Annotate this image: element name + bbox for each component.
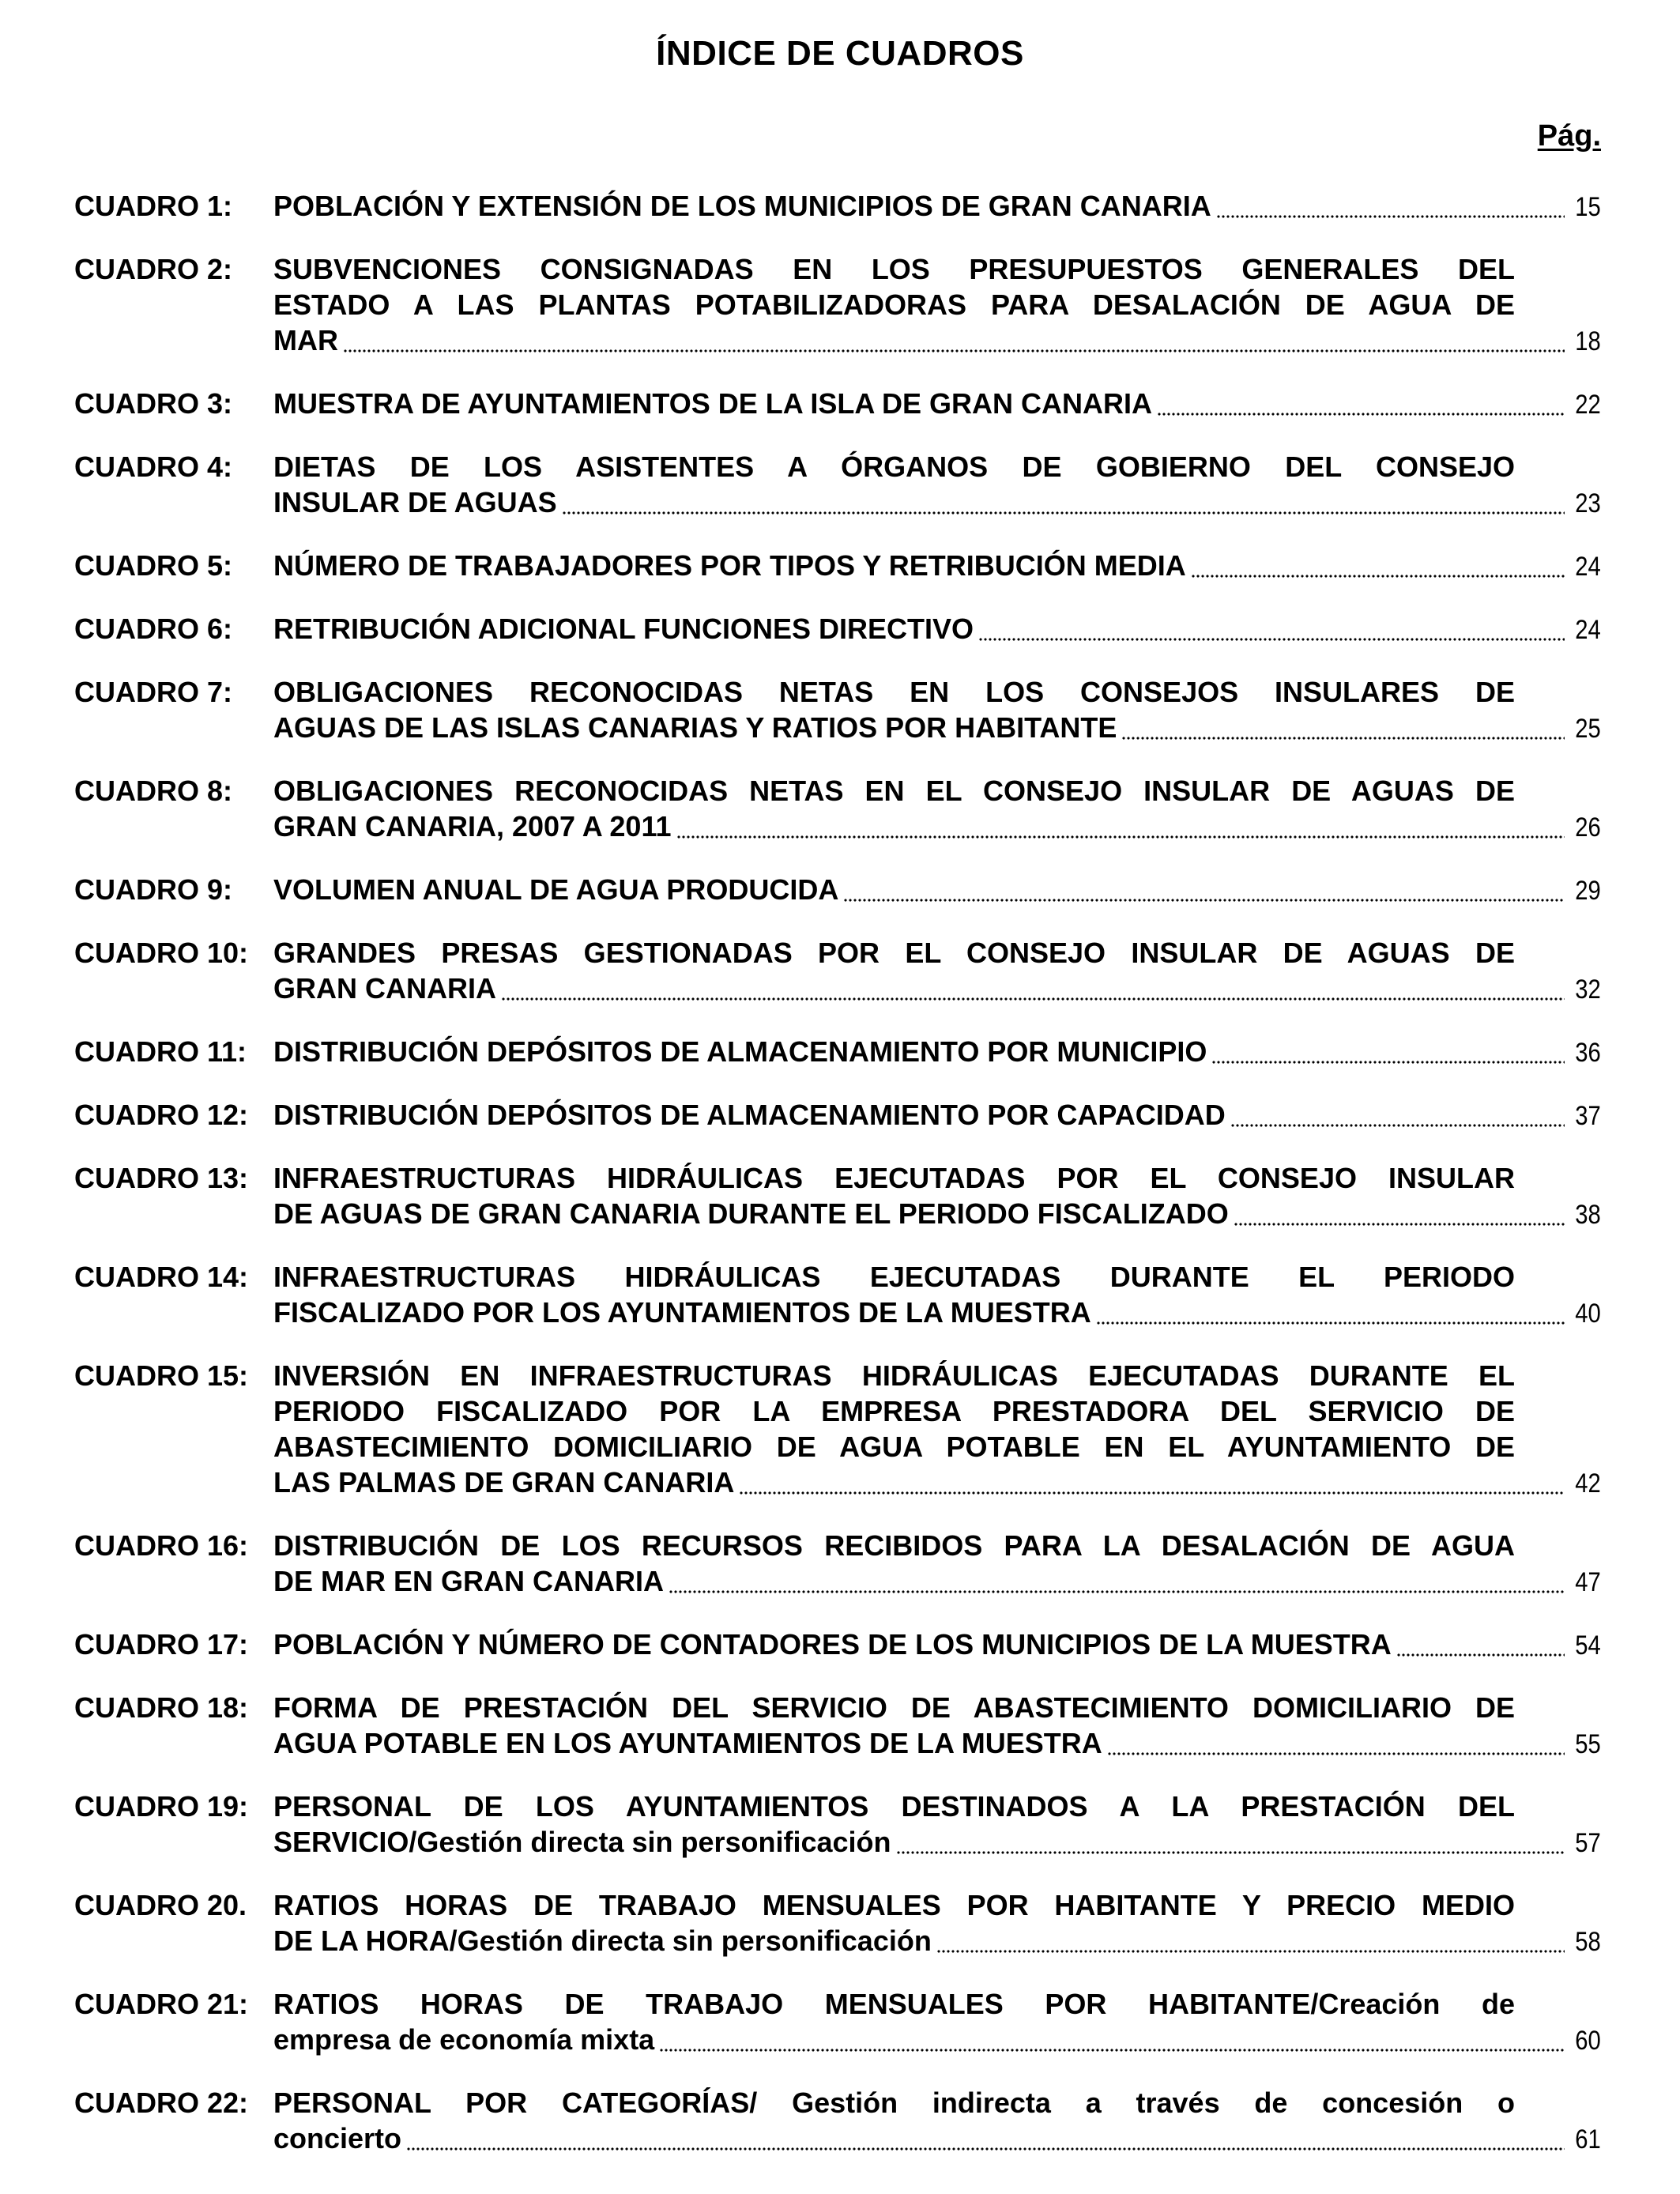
dot-leader xyxy=(562,511,1565,517)
toc-entry-body xyxy=(273,2085,1601,2158)
toc-entry-title-tail: empresa de economía mixta xyxy=(273,2023,655,2056)
dot-leader xyxy=(1157,412,1565,418)
page-number: 24 xyxy=(1575,615,1601,645)
toc-entry-body xyxy=(273,1627,1601,1664)
toc-entry[interactable] xyxy=(74,674,1601,747)
dot-leader xyxy=(1234,1222,1565,1228)
dot-leader xyxy=(1230,1123,1565,1129)
page-number: 58 xyxy=(1575,1927,1601,1957)
toc-entry[interactable] xyxy=(74,2085,1601,2158)
toc-entry-last-line xyxy=(273,971,1601,1008)
toc-entry-title-tail: DE AGUAS DE GRAN CANARIA DURANTE EL PERIODO FISCALIZADO xyxy=(273,1197,1229,1230)
toc-entry[interactable] xyxy=(74,872,1601,909)
dot-leader xyxy=(501,997,1565,1003)
dot-leader xyxy=(896,1850,1565,1857)
toc-entry-last-line xyxy=(273,548,1601,585)
page-title: ÍNDICE DE CUADROS xyxy=(656,34,1024,73)
toc-entry-label: CUADRO 19: xyxy=(74,1790,249,1823)
toc-entry-title-tail: FISCALIZADO POR LOS AYUNTAMIENTOS DE LA MUESTRA xyxy=(273,1296,1091,1329)
toc-entry-label: CUADRO 12: xyxy=(74,1099,249,1131)
toc-entry[interactable] xyxy=(74,935,1601,1008)
toc-entry-body xyxy=(273,188,1601,225)
toc-entry[interactable] xyxy=(74,773,1601,846)
toc-entry-label: CUADRO 3: xyxy=(74,387,233,420)
page-number: 18 xyxy=(1575,326,1601,356)
toc-entry[interactable] xyxy=(74,1789,1601,1861)
toc-entry-last-line xyxy=(273,484,1601,522)
toc-entry[interactable] xyxy=(74,449,1601,522)
toc-entry-label: CUADRO 13: xyxy=(74,1162,249,1194)
toc-entry-title-tail: MUESTRA DE AYUNTAMIENTOS DE LA ISLA DE GRAN CANARIA xyxy=(273,387,1153,420)
dot-leader xyxy=(978,637,1565,643)
toc-entry-title-line: INFRAESTRUCTURAS HIDRÁULICAS EJECUTADAS POR EL CONSEJO INSULAR xyxy=(273,1162,1515,1194)
toc-entry-title-tail: concierto xyxy=(273,2122,402,2154)
page-column-header: Pág. xyxy=(1537,119,1601,153)
toc-entry-title-line: PERSONAL POR CATEGORÍAS/ Gestión indirecta a través de concesión o xyxy=(273,2087,1515,2119)
page-number: 32 xyxy=(1575,974,1601,1005)
toc-entry-label: CUADRO 8: xyxy=(74,775,233,807)
page-number: 55 xyxy=(1575,1729,1601,1759)
toc-entry-body xyxy=(273,1528,1601,1600)
toc-entry-title-tail: POBLACIÓN Y EXTENSIÓN DE LOS MUNICIPIOS DE GRAN CANARIA xyxy=(273,190,1211,222)
page-number: 57 xyxy=(1575,1828,1601,1858)
toc-entry[interactable] xyxy=(74,1358,1601,1502)
dot-leader xyxy=(936,1949,1565,1955)
toc-entry-body xyxy=(273,935,1601,1008)
toc-entry-label: CUADRO 2: xyxy=(74,253,233,285)
dot-leader xyxy=(659,2048,1565,2054)
toc-entry-last-line xyxy=(273,809,1601,846)
toc-entry-title-line: RATIOS HORAS DE TRABAJO MENSUALES POR HABITANTE/Creación de xyxy=(273,1988,1515,2020)
toc-entry-label: CUADRO 17: xyxy=(74,1628,249,1661)
toc-entry-title-line: GRANDES PRESAS GESTIONADAS POR EL CONSEJO INSULAR DE AGUAS DE xyxy=(273,937,1515,969)
toc-entry-body xyxy=(273,611,1601,648)
toc-entry-title-line: PERIODO FISCALIZADO POR LA EMPRESA PRESTADORA DEL SERVICIO DE xyxy=(273,1395,1515,1427)
toc-entry-title-tail: DE LA HORA/Gestión directa sin personificación xyxy=(273,1924,932,1957)
toc-entry-title-tail: AGUA POTABLE EN LOS AYUNTAMIENTOS DE LA MUESTRA xyxy=(273,1727,1102,1759)
toc-entry[interactable] xyxy=(74,188,1601,225)
page-number: 37 xyxy=(1575,1101,1601,1131)
page-number: 40 xyxy=(1575,1299,1601,1329)
dot-leader xyxy=(1096,1321,1565,1327)
toc-entry-body xyxy=(273,872,1601,909)
toc-entry[interactable] xyxy=(74,1887,1601,1960)
toc-entry-last-line xyxy=(273,1725,1601,1762)
toc-entry-last-line xyxy=(273,1824,1601,1861)
toc-entry-body xyxy=(273,251,1601,360)
toc-entry-last-line xyxy=(273,1097,1601,1134)
dot-leader xyxy=(343,349,1565,355)
toc-entry-last-line xyxy=(273,2022,1601,2059)
toc-entry-label: CUADRO 22: xyxy=(74,2087,249,2119)
toc-entry-title-tail: GRAN CANARIA, 2007 A 2011 xyxy=(273,810,672,843)
toc-entry-last-line xyxy=(273,2120,1601,2158)
toc-entry-title-line: ESTADO A LAS PLANTAS POTABILIZADORAS PARA DESALACIÓN DE AGUA DE xyxy=(273,288,1515,321)
toc-entry-title-line: FORMA DE PRESTACIÓN DEL SERVICIO DE ABASTECIMIENTO DOMICILIARIO DE xyxy=(273,1691,1515,1724)
toc-entry-title-tail: AGUAS DE LAS ISLAS CANARIAS Y RATIOS POR HABITANTE xyxy=(273,711,1117,744)
toc-entry[interactable] xyxy=(74,251,1601,360)
toc-entry-last-line xyxy=(273,1627,1601,1664)
page-number: 47 xyxy=(1575,1567,1601,1597)
toc-entry-title-line: INFRAESTRUCTURAS HIDRÁULICAS EJECUTADAS DURANTE EL PERIODO xyxy=(273,1261,1515,1293)
toc-entry-label: CUADRO 10: xyxy=(74,937,249,969)
toc-entry-body xyxy=(273,1986,1601,2059)
toc-entry-title-tail: RETRIBUCIÓN ADICIONAL FUNCIONES DIRECTIVO xyxy=(273,613,974,645)
toc-entry-title-line: DISTRIBUCIÓN DE LOS RECURSOS RECIBIDOS PARA LA DESALACIÓN DE AGUA xyxy=(273,1529,1515,1562)
page-number: 42 xyxy=(1575,1468,1601,1498)
table-of-contents xyxy=(74,188,1601,2184)
toc-entry-body xyxy=(273,1097,1601,1134)
dot-leader xyxy=(843,898,1565,904)
toc-entry-label: CUADRO 20. xyxy=(74,1889,247,1921)
page-number: 60 xyxy=(1575,2026,1601,2056)
dot-leader xyxy=(1211,1060,1565,1066)
dot-leader xyxy=(739,1491,1565,1497)
toc-entry-last-line xyxy=(273,1034,1601,1071)
dot-leader xyxy=(669,1589,1565,1596)
toc-entry-title-line: SUBVENCIONES CONSIGNADAS EN LOS PRESUPUESTOS GENERALES DEL xyxy=(273,253,1515,285)
page-number: 38 xyxy=(1575,1200,1601,1230)
toc-entry-label: CUADRO 5: xyxy=(74,549,233,582)
toc-entry-body xyxy=(273,773,1601,846)
toc-entry-label: CUADRO 7: xyxy=(74,676,233,708)
toc-entry-body xyxy=(273,1690,1601,1762)
toc-entry-title-line: OBLIGACIONES RECONOCIDAS NETAS EN LOS CONSEJOS INSULARES DE xyxy=(273,676,1515,708)
toc-entry-last-line xyxy=(273,322,1601,360)
toc-entry-last-line xyxy=(273,872,1601,909)
dot-leader xyxy=(406,2147,1565,2153)
toc-entry-last-line xyxy=(273,386,1601,423)
toc-entry-label: CUADRO 18: xyxy=(74,1691,249,1724)
toc-entry-body xyxy=(273,1034,1601,1071)
toc-entry-title-tail: GRAN CANARIA xyxy=(273,972,496,1005)
toc-entry-label: CUADRO 21: xyxy=(74,1988,249,2020)
toc-entry-title-tail: MAR xyxy=(273,324,338,356)
toc-entry[interactable] xyxy=(74,1986,1601,2059)
toc-entry-last-line xyxy=(273,1295,1601,1332)
toc-entry-body xyxy=(273,1887,1601,1960)
toc-entry-last-line xyxy=(273,710,1601,747)
toc-entry-title-line: OBLIGACIONES RECONOCIDAS NETAS EN EL CONSEJO INSULAR DE AGUAS DE xyxy=(273,775,1515,807)
toc-entry-title-line: RATIOS HORAS DE TRABAJO MENSUALES POR HABITANTE Y PRECIO MEDIO xyxy=(273,1889,1515,1921)
toc-entry-title-tail: DISTRIBUCIÓN DEPÓSITOS DE ALMACENAMIENTO POR MUNICIPIO xyxy=(273,1035,1207,1068)
toc-entry-title-tail: DISTRIBUCIÓN DEPÓSITOS DE ALMACENAMIENTO POR CAPACIDAD xyxy=(273,1099,1226,1131)
dot-leader xyxy=(1396,1653,1565,1659)
toc-entry-title-tail: DE MAR EN GRAN CANARIA xyxy=(273,1565,664,1597)
dot-leader xyxy=(1107,1751,1565,1758)
page-number: 24 xyxy=(1575,552,1601,582)
toc-entry-body xyxy=(273,386,1601,423)
toc-entry-last-line xyxy=(273,611,1601,648)
page-number: 23 xyxy=(1575,488,1601,518)
toc-entry-last-line xyxy=(273,188,1601,225)
toc-entry-title-line: DIETAS DE LOS ASISTENTES A ÓRGANOS DE GOBIERNO DEL CONSEJO xyxy=(273,450,1515,483)
toc-entry-title-tail: NÚMERO DE TRABAJADORES POR TIPOS Y RETRIBUCIÓN MEDIA xyxy=(273,549,1186,582)
page-number: 22 xyxy=(1575,390,1601,420)
toc-entry-body xyxy=(273,674,1601,747)
toc-entry-label: CUADRO 6: xyxy=(74,613,233,645)
page-number: 29 xyxy=(1575,876,1601,906)
toc-entry-title-tail: INSULAR DE AGUAS xyxy=(273,486,557,518)
toc-entry-title-tail: LAS PALMAS DE GRAN CANARIA xyxy=(273,1466,735,1498)
dot-leader xyxy=(1191,574,1565,580)
page-number: 61 xyxy=(1575,2124,1601,2154)
toc-entry-body xyxy=(273,548,1601,585)
toc-entry[interactable] xyxy=(74,1528,1601,1600)
dot-leader xyxy=(1121,736,1565,742)
toc-entry[interactable] xyxy=(74,1034,1601,1071)
toc-entry-title-tail: SERVICIO/Gestión directa sin personificación xyxy=(273,1826,891,1858)
toc-entry-body xyxy=(273,1789,1601,1861)
toc-entry-body xyxy=(273,1358,1601,1502)
toc-entry-title-line: INVERSIÓN EN INFRAESTRUCTURAS HIDRÁULICAS EJECUTADAS DURANTE EL xyxy=(273,1359,1515,1392)
toc-entry[interactable] xyxy=(74,548,1601,585)
toc-entry-label: CUADRO 11: xyxy=(74,1035,247,1068)
dot-leader xyxy=(1216,214,1565,221)
toc-entry-body xyxy=(273,1160,1601,1233)
toc-entry[interactable] xyxy=(74,1627,1601,1664)
page-number: 54 xyxy=(1575,1630,1601,1661)
toc-entry[interactable] xyxy=(74,1690,1601,1762)
toc-entry-last-line xyxy=(273,1563,1601,1600)
toc-entry-last-line xyxy=(273,1465,1601,1502)
toc-entry-label: CUADRO 4: xyxy=(74,450,233,483)
page-number: 36 xyxy=(1575,1038,1601,1068)
page-number: 15 xyxy=(1575,192,1601,222)
toc-entry-label: CUADRO 1: xyxy=(74,190,233,222)
toc-entry-body xyxy=(273,449,1601,522)
toc-entry-label: CUADRO 14: xyxy=(74,1261,249,1293)
toc-entry[interactable] xyxy=(74,386,1601,423)
toc-entry-title-line: PERSONAL DE LOS AYUNTAMIENTOS DESTINADOS A LA PRESTACIÓN DEL xyxy=(273,1790,1515,1823)
toc-entry-label: CUADRO 9: xyxy=(74,873,233,906)
toc-entry-label: CUADRO 15: xyxy=(74,1359,249,1392)
toc-entry-title-tail: POBLACIÓN Y NÚMERO DE CONTADORES DE LOS MUNICIPIOS DE LA MUESTRA xyxy=(273,1628,1392,1661)
toc-entry-title-line: ABASTECIMIENTO DOMICILIARIO DE AGUA POTABLE EN EL AYUNTAMIENTO DE xyxy=(273,1431,1515,1463)
toc-entry[interactable] xyxy=(74,1097,1601,1134)
page-number: 25 xyxy=(1575,714,1601,744)
dot-leader xyxy=(676,835,1565,841)
toc-entry-label: CUADRO 16: xyxy=(74,1529,249,1562)
page-number: 26 xyxy=(1575,812,1601,843)
toc-entry-title-tail: VOLUMEN ANUAL DE AGUA PRODUCIDA xyxy=(273,873,839,906)
toc-entry[interactable] xyxy=(74,1259,1601,1332)
toc-entry[interactable] xyxy=(74,611,1601,648)
toc-entry-last-line xyxy=(273,1196,1601,1233)
toc-entry-body xyxy=(273,1259,1601,1332)
toc-entry[interactable] xyxy=(74,1160,1601,1233)
toc-entry-last-line xyxy=(273,1923,1601,1960)
